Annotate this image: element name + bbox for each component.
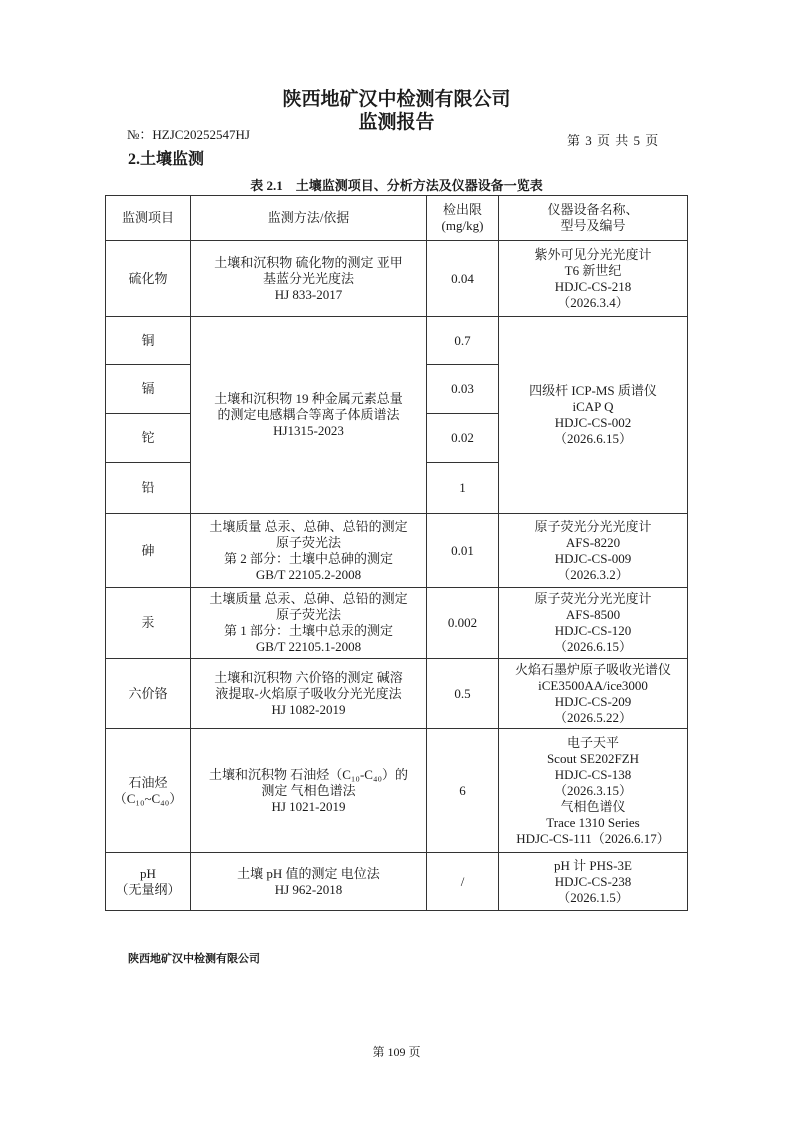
- table-row: [106, 729, 688, 853]
- report-number: №：HZJC20252547HJ: [127, 127, 250, 142]
- instrument-cell: 火焰石墨炉原子吸收光谱仪 iCE3500AA/ice3000 HDJC-CS-209 （2026.5.22）: [499, 659, 688, 729]
- method-cell: 土壤和沉积物 硫化物的测定 亚甲 基蓝分光光度法 HJ 833-2017: [191, 241, 427, 317]
- method-cell: 土壤质量 总汞、总砷、总铅的测定 原子荧光法 第 1 部分：土壤中总汞的测定 GB/T 22105.1-2008: [191, 588, 427, 659]
- item-cell: 汞: [106, 588, 191, 659]
- item-cell: pH （无量纲）: [106, 853, 191, 911]
- footer-company: 陕西地矿汉中检测有限公司: [128, 952, 260, 965]
- item-cell: 镉: [106, 365, 191, 414]
- item-cell: 砷: [106, 514, 191, 588]
- method-cell: 土壤 pH 值的测定 电位法 HJ 962-2018: [191, 853, 427, 911]
- item-cell: 铊: [106, 414, 191, 463]
- limit-cell: 0.5: [427, 659, 499, 729]
- limit-cell: /: [427, 853, 499, 911]
- limit-cell: 0.04: [427, 241, 499, 317]
- table-row: [106, 659, 688, 729]
- item-cell: 铅: [106, 463, 191, 514]
- instrument-cell: 电子天平 Scout SE202FZH HDJC-CS-138 （2026.3.15） 气相色谱仪 Trace 1310 Series HDJC-CS-111（2026.6.17）: [499, 729, 688, 853]
- method-cell: 土壤质量 总汞、总砷、总铅的测定 原子荧光法 第 2 部分：土壤中总砷的测定 GB/T 22105.2-2008: [191, 514, 427, 588]
- section-title: 2.土壤监测: [128, 151, 205, 168]
- header-cell: 监测方法/依据: [191, 196, 427, 241]
- limit-cell: 0.02: [427, 414, 499, 463]
- table-caption: 表 2.1 土壤监测项目、分析方法及仪器设备一览表: [250, 178, 543, 193]
- company-name: 陕西地矿汉中检测有限公司: [282, 88, 511, 110]
- instrument-cell: 原子荧光分光光度计 AFS-8220 HDJC-CS-009 （2026.3.2）: [499, 514, 688, 588]
- method-cell: 土壤和沉积物 石油烃（C₁₀-C₄₀）的 测定 气相色谱法 HJ 1021-2019: [191, 729, 427, 853]
- item-cell: 六价铬: [106, 659, 191, 729]
- table-row: [106, 853, 688, 911]
- limit-cell: 0.002: [427, 588, 499, 659]
- instrument-cell: 四级杆 ICP-MS 质谱仪 iCAP Q HDJC-CS-002 （2026.6.15）: [499, 317, 688, 514]
- table-row: [106, 317, 688, 365]
- item-cell: 铜: [106, 317, 191, 365]
- header-cell: 监测项目: [106, 196, 191, 241]
- limit-cell: 0.03: [427, 365, 499, 414]
- item-cell: 石油烃 （C₁₀~C₄₀）: [106, 729, 191, 853]
- page-info: 第 3 页 共 5 页: [567, 133, 660, 148]
- instrument-cell: 原子荧光分光光度计 AFS-8500 HDJC-CS-120 （2026.6.15）: [499, 588, 688, 659]
- table-row: [106, 588, 688, 659]
- method-cell: 土壤和沉积物 六价铬的测定 碱溶 液提取-火焰原子吸收分光光度法 HJ 1082-2019: [191, 659, 427, 729]
- monitoring-table: [105, 195, 688, 911]
- header-cell: 检出限 (mg/kg): [427, 196, 499, 241]
- page-number: 第 109 页: [372, 1045, 421, 1059]
- report-title: 监测报告: [358, 111, 435, 133]
- method-cell: 土壤和沉积物 19 种金属元素总量 的测定电感耦合等离子体质谱法 HJ1315-2023: [191, 317, 427, 514]
- limit-cell: 1: [427, 463, 499, 514]
- table-row: [106, 241, 688, 317]
- limit-cell: 6: [427, 729, 499, 853]
- table-row: [106, 514, 688, 588]
- limit-cell: 0.7: [427, 317, 499, 365]
- item-cell: 硫化物: [106, 241, 191, 317]
- limit-cell: 0.01: [427, 514, 499, 588]
- table-header-row: [106, 196, 688, 241]
- instrument-cell: 紫外可见分光光度计 T6 新世纪 HDJC-CS-218 （2026.3.4）: [499, 241, 688, 317]
- instrument-cell: pH 计 PHS-3E HDJC-CS-238 （2026.1.5）: [499, 853, 688, 911]
- header-cell: 仪器设备名称、 型号及编号: [499, 196, 688, 241]
